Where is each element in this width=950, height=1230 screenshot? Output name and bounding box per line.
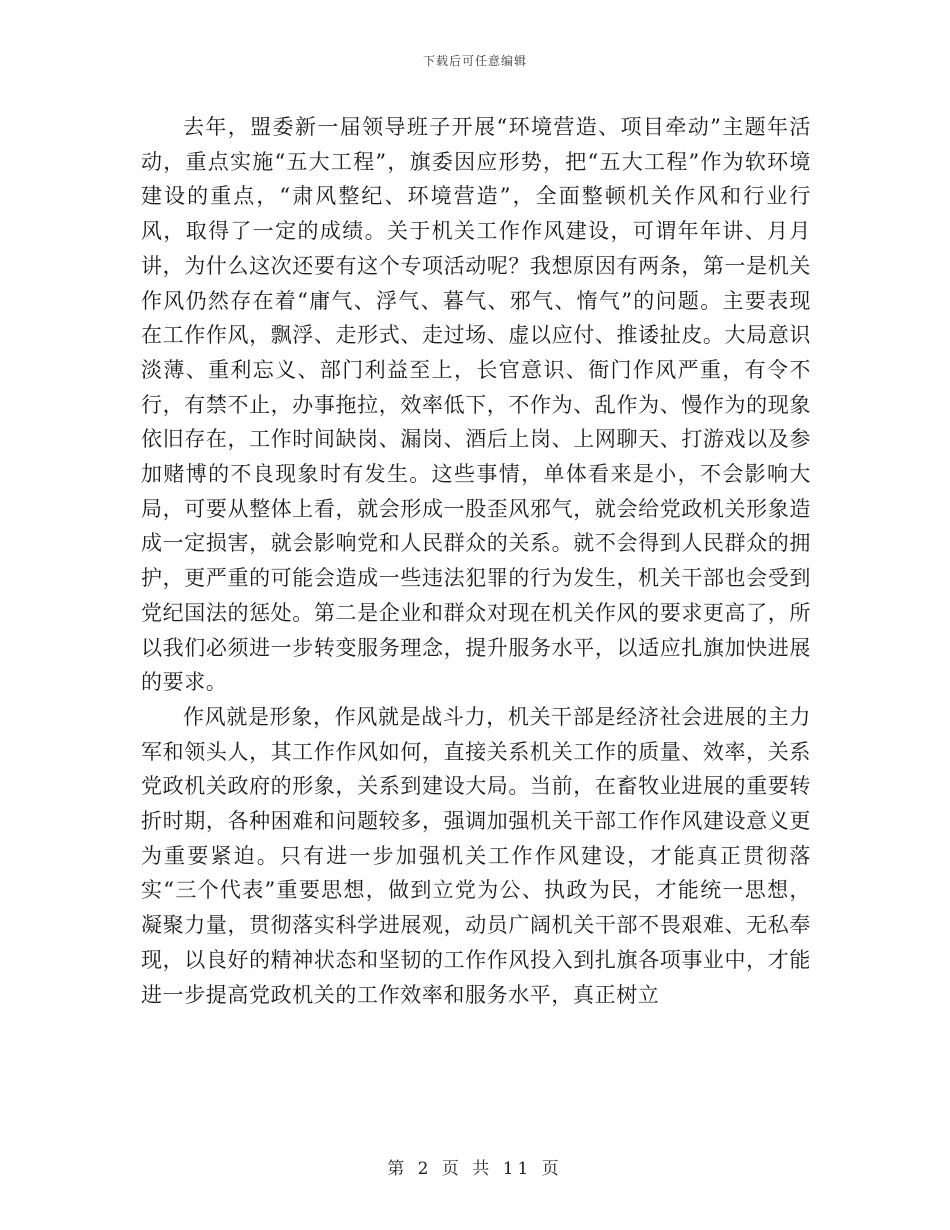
document-body <box>141 110 811 1012</box>
paragraph-2: 作风就是形象，作风就是战斗力，机关干部是经济社会进展的主力军和领头人，其工作作风如何，直接关系机关工作的质量、效率，关系党政机关政府的形象，关系到建设大局。当前，在畜牧业进展的重要转折时期，各种困难和问题较多，强调加强机关干部工作作风建设意义更为重要紧迫。只有进一步加强机关工作作风建设，才能真正贯彻落实“三个代表”重要思想，做到立党为公、执政为民，才能统一思想，凝聚力量，贯彻落实科学进展观，动员广阔机关干部不畏艰难、无私奉现，以良好的精神状态和坚韧的工作作风投入到扎旗各项事业中，才能进一步提高党政机关的工作效率和服务水平，真正树立 <box>141 704 811 1007</box>
page-header: 下载后可任意编辑 <box>422 54 527 68</box>
paragraph-1: 去年，盟委新一届领导班子开展“环境营造、项目牵动”主题年活动，重点实施“五大工程”，旗委因应形势，把“五大工程”作为软环境建设的重点，“肃风整纪、环境营造”，全面整顿机关作风和行业行风，取得了一定的成绩。关于机关工作作风建设，可谓年年讲、月月讲，为什么这次还要有这个专项活动呢？我想原因有两条，第一是机关作风仍然存在着“庸气、浮气、暮气、邪气、惰气”的问题。主要表现在工作作风，飘浮、走形式、走过场、虚以应付、推诿扯皮。大局意识淡薄、重利忘义、部门利益至上，长官意识、衙门作风严重，有令不行，有禁不止，办事拖拉，效率低下，不作为、乱作为、慢作为的现象依旧存在，工作时间缺岗、漏岗、酒后上岗、上网聊天、打游戏以及参加赌博的不良现象时有发生。这些事情，单体看来是小，不会影响大局，可要从整体上看，就会形成一股歪风邪气，就会给党政机关形象造成一定损害，就会影响党和人民群众的关系。就不会得到人民群众的拥护，更严重的可能会造成一些违法犯罪的行为发生，机关干部也会受到党纪国法的惩处。第二是企业和群众对现在机关作风的要求更高了，所以我们必须进一步转变服务理念，提升服务水平，以适应扎旗加快进展的要求。 <box>141 115 811 695</box>
page-footer: 第 2 页 共 11 页 <box>387 1159 563 1179</box>
